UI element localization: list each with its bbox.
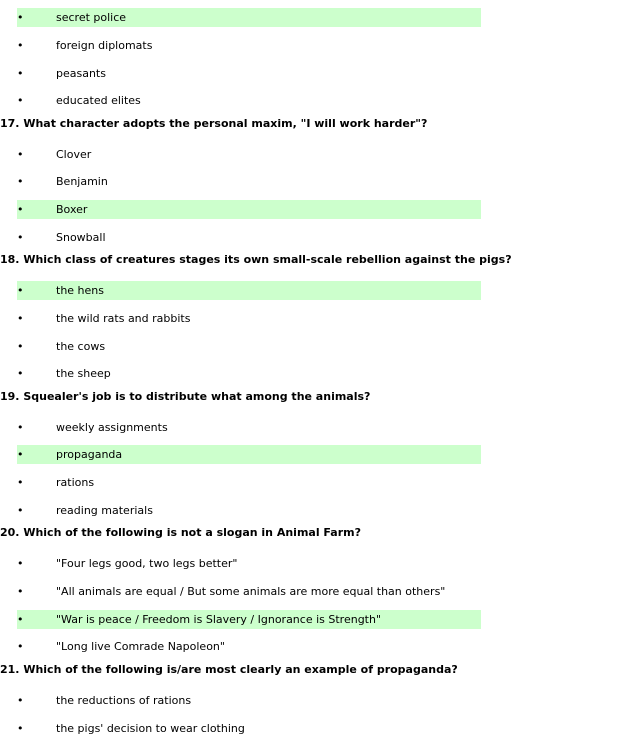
answer-option-correct[interactable] <box>17 610 481 629</box>
answer-option-label: propaganda <box>56 448 123 461</box>
answer-option-label: the cows <box>56 340 106 353</box>
answer-option-label: "War is peace / Freedom is Slavery / Ignorance is Strength" <box>56 613 382 626</box>
answer-option-label: "All animals are equal / But some animals are more equal than others" <box>56 585 446 598</box>
answer-option[interactable] <box>17 145 481 164</box>
answer-option-label: secret police <box>56 11 127 24</box>
answer-option[interactable] <box>17 228 481 247</box>
bullet-icon: • <box>17 367 24 380</box>
answer-option[interactable] <box>17 64 481 83</box>
answer-option[interactable] <box>17 364 481 383</box>
answer-option[interactable] <box>17 554 481 573</box>
bullet-icon: • <box>17 39 24 52</box>
bullet-icon: • <box>17 11 24 24</box>
answer-option[interactable] <box>17 719 481 738</box>
bullet-icon: • <box>17 148 24 161</box>
bullet-icon: • <box>17 67 24 80</box>
answer-option-label: educated elites <box>56 94 141 107</box>
bullet-icon: • <box>17 504 24 517</box>
bullet-icon: • <box>17 284 24 297</box>
bullet-icon: • <box>17 557 24 570</box>
answer-option[interactable] <box>17 309 481 328</box>
bullet-icon: • <box>17 476 24 489</box>
question-17-title: 17. What character adopts the personal maxim, "I will work harder"? <box>0 117 428 130</box>
question-19-title: 19. Squealer's job is to distribute what among the animals? <box>0 390 371 403</box>
bullet-icon: • <box>17 640 24 653</box>
answer-option-label: "Four legs good, two legs better" <box>56 557 238 570</box>
answer-option-label: Boxer <box>56 203 88 216</box>
answer-option-label: rations <box>56 476 95 489</box>
answer-option-label: the wild rats and rabbits <box>56 312 191 325</box>
answer-option[interactable] <box>17 91 481 110</box>
answer-option[interactable] <box>17 637 481 656</box>
question-21-title: 21. Which of the following is/are most clearly an example of propaganda? <box>0 663 458 676</box>
answer-option-label: weekly assignments <box>56 421 168 434</box>
bullet-icon: • <box>17 231 24 244</box>
answer-option-label: peasants <box>56 67 106 80</box>
answer-option-correct[interactable] <box>17 445 481 464</box>
bullet-icon: • <box>17 203 24 216</box>
bullet-icon: • <box>17 448 24 461</box>
bullet-icon: • <box>17 613 24 626</box>
answer-option-label: Clover <box>56 148 92 161</box>
answer-option-correct[interactable] <box>17 200 481 219</box>
bullet-icon: • <box>17 175 24 188</box>
answer-option-correct[interactable] <box>17 8 481 27</box>
answer-option-label: Snowball <box>56 231 106 244</box>
answer-option[interactable] <box>17 418 481 437</box>
answer-option-label: "Long live Comrade Napoleon" <box>56 640 225 653</box>
answer-option-label: the pigs' decision to wear clothing <box>56 722 245 735</box>
answer-option-label: Benjamin <box>56 175 108 188</box>
bullet-icon: • <box>17 312 24 325</box>
question-18-title: 18. Which class of creatures stages its own small-scale rebellion against the pigs? <box>0 253 512 266</box>
answer-option-label: foreign diplomats <box>56 39 153 52</box>
question-20-title: 20. Which of the following is not a slogan in Animal Farm? <box>0 526 361 539</box>
answer-option-label: the sheep <box>56 367 111 380</box>
answer-option[interactable] <box>17 337 481 356</box>
answer-option-label: the reductions of rations <box>56 694 192 707</box>
answer-option[interactable] <box>17 36 481 55</box>
bullet-icon: • <box>17 421 24 434</box>
bullet-icon: • <box>17 722 24 735</box>
answer-option[interactable] <box>17 582 481 601</box>
answer-option[interactable] <box>17 172 481 191</box>
answer-option[interactable] <box>17 691 481 710</box>
answer-option-correct[interactable] <box>17 281 481 300</box>
answer-option[interactable] <box>17 501 481 520</box>
bullet-icon: • <box>17 94 24 107</box>
bullet-icon: • <box>17 340 24 353</box>
answer-option-label: reading materials <box>56 504 153 517</box>
bullet-icon: • <box>17 694 24 707</box>
bullet-icon: • <box>17 585 24 598</box>
answer-option[interactable] <box>17 473 481 492</box>
answer-option-label: the hens <box>56 284 104 297</box>
